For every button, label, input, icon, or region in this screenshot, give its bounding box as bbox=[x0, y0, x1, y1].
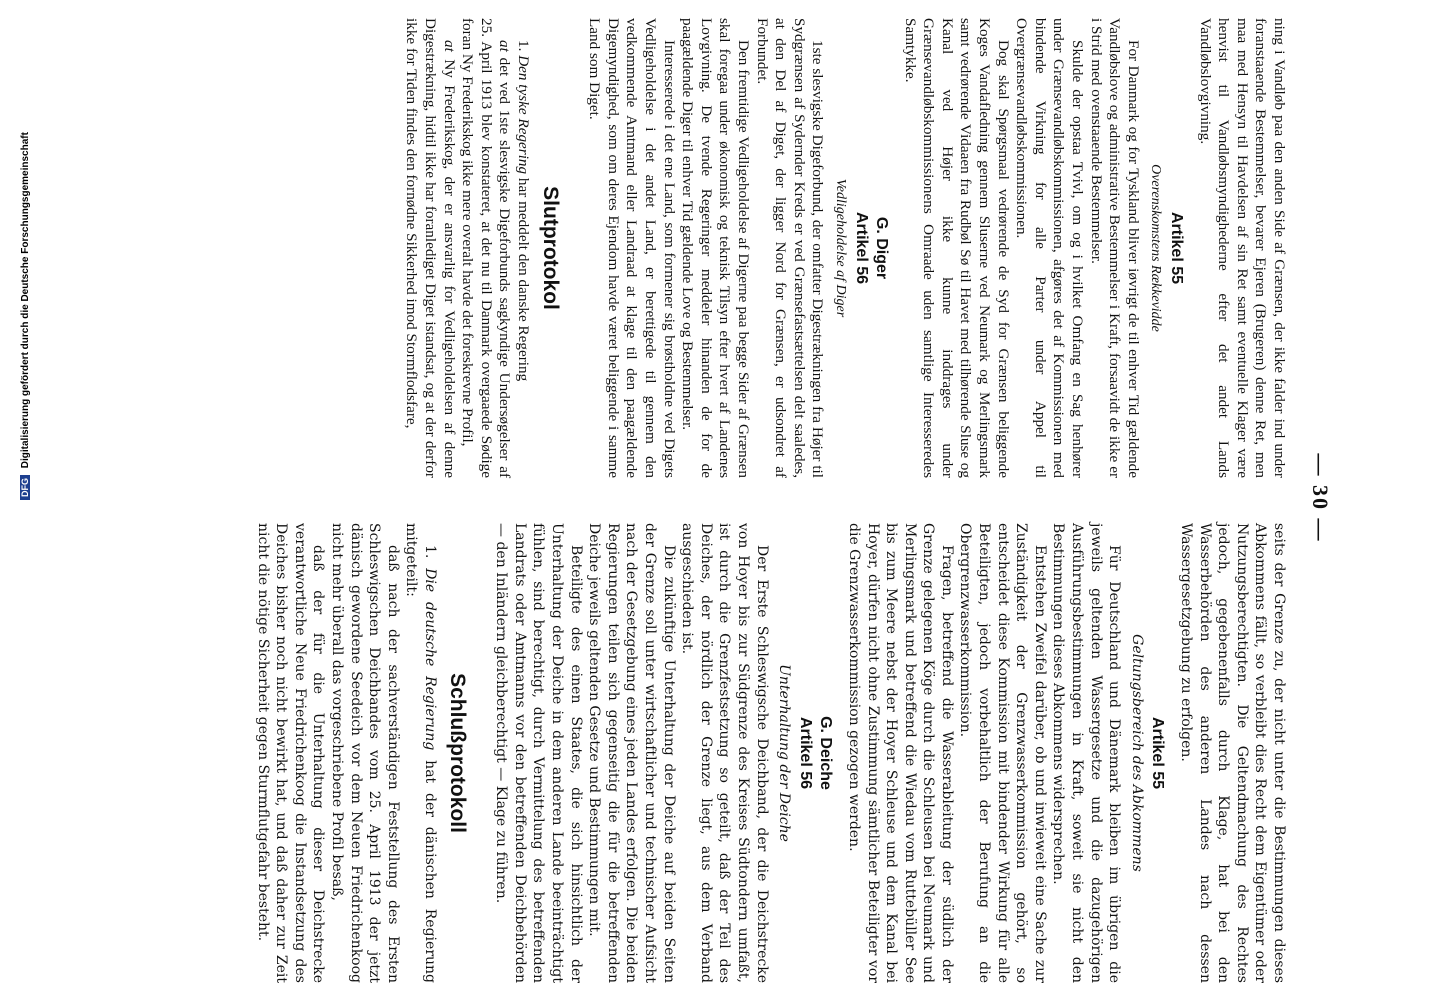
danish-slutprotokol-title: Slutprotokol bbox=[538, 186, 562, 310]
danish-slut-a1-text: det ved 1ste slesvigske Digeforbunds sagkyndige Undersøgelser af 25. April 1913 blev konstateret, at det nu til Danmark overgaaede Sødige foran Ny Frederikskog ikke mere overalt havde det foreskrevne Profil, bbox=[459, 18, 514, 479]
german-art56-p3: Beteiligte des einen Staates, die sich hinsichtlich der Unterhaltung der Deiche in dem anderen Lande beeinträchtigt fühlen, sind berechtigt, durch Vermittelung des betreffenden Landrats oder Amtmanns vor den betreffenden Deichbehörden — den Inländern gleichberechtigt — Klage zu führen. bbox=[493, 523, 584, 983]
german-section-g: G. Deiche bbox=[817, 716, 835, 790]
german-schlussprotokoll-title: Schlußprotokoll bbox=[445, 673, 469, 833]
danish-intro: ning i Vandløb paa den anden Side af Grænsen, der ikke falder ind under foranstaaende Bestemmelser, bevarer Ejeren (Brugeren) denne Ret, men maa med Hensyn til Havdelsen af sin Ret samt eventuelle Klager være henvist til Vandløbsmyndighederne efter det andet Lands Vandløbslovgivning. bbox=[1196, 18, 1288, 478]
german-art56-subtitle: Unterhaltung der Deiche bbox=[776, 664, 793, 842]
footer-credit bbox=[20, 132, 31, 500]
danish-art56-p2: Den fremtidige Vedligeholdelse af Digerne paa begge Sider af Grænsen skal foregaa under økonomisk og teknisk Tilsyn efter hvert af Landenes Lovgivning. De tvende Regeringer meddeler hinanden de for de paagældende Diger til enhver Tid gældende Love og Bestemmelser. bbox=[679, 18, 752, 478]
danish-slut-p1-em: Den tyske Regering bbox=[515, 55, 533, 175]
danish-slut-a2-text: Ny Frederikskog, der er ansvarlig for Vedligeholdelsen af denne Digestrækning, hidtil ikke har foranlediget Diget istandsat, og at der derfor ikke for Tiden findes den fornødne Sikkerhed imod Stormflodsfare, bbox=[403, 18, 458, 478]
german-art56-title: Artikel 56 bbox=[796, 716, 814, 790]
danish-slut-a1-mark: at bbox=[496, 40, 514, 52]
danish-slut-a2 bbox=[402, 18, 458, 478]
danish-art56-p3: Interesserede i det ene Land, som formener sig brøstholdne ved Digets Vedligeholdelse i det andet Land, er berettigede til gennem den vedkommende Amtmand eller Landraad at klage til den paagældende Digemyndighed, som om deres Ejendom havde været beliggende i samme Land som Diget. bbox=[586, 18, 678, 478]
german-art55-p3: Fragen, betreffend die Wasserableitung der südlich der Grenze gelegenen Köge durch die Schleusen bei Neumark und Merlingsmark und betreffend die Wiedau vom Ruttebüller See bis zum Meere nebst der Hoyer Schleuse und dem Kanal bei Hoyer, dürfen nicht ohne Zustimmung sämtlicher Beteiligter vor die Grenzwasserkommission gezogen werden. bbox=[845, 523, 955, 983]
danish-section-g: G. Diger bbox=[873, 216, 891, 280]
danish-art56-subtitle: Vedligeholdelse af Diger bbox=[832, 178, 848, 318]
danish-art55-p2: Skulde der opstaa Tvivl, om og i hvilket Omfang en Sag henhører under Grænsevandløbskommissionen, afgøres det af Kommissionen med bindende Virkning for alle Parter under Appel til Overgrænsevandløbskommissionen. bbox=[1013, 18, 1087, 478]
german-art55-p2: Entstehen Zweifel darüber, ob und inwieweit eine Sache zur Zuständigkeit der Grenzwasserkommission gehört, so entscheidet diese Kommission mit bindender Wirkung für alle Beteiligten, jedoch vorbehaltlich der Berufung an die Obergrenzwasserkommission. bbox=[957, 523, 1048, 983]
footer-text: Digitalisierung gefördert durch die Deutsche Forschungsgemeinschaft bbox=[20, 132, 31, 469]
german-art56-p1: Der Erste Schleswigsche Deichband, der die Deichstrecke von Hoyer bis zur Südgrenze des Kreises Südtondern umfaßt, ist durch die Grenzfestsetzung so geteilt, daß der Teil des Deiches, der nördlich der Grenze liegt, aus dem Verband ausgeschieden ist. bbox=[679, 523, 770, 983]
danish-slut-a1 bbox=[458, 18, 514, 478]
german-slut-a1: daß nach der sachverständigen Feststellung des Ersten Schleswigschen Deichbandes vom 25. April 1913 der jetzt dänisch gewordene Seedeich vor dem Neuen Friedrichenkoog nicht mehr überall das vorgeschriebene Profil besaß, bbox=[329, 523, 401, 983]
german-art55-p1: Für Deutschland und Dänemark bleiben im übrigen die jeweils geltenden Wassergesetze und die dazugehörigen Ausführungsbestimmungen in Kraft, soweit sie nicht den Bestimmungen dieses Abkommens widersprechen. bbox=[1050, 523, 1123, 983]
german-slut-p1-num: 1. bbox=[422, 545, 439, 559]
german-slut-p1 bbox=[402, 523, 439, 983]
danish-column bbox=[402, 18, 1288, 478]
danish-art55-subtitle: Overenskomstens Rækkevidde bbox=[1148, 164, 1164, 332]
danish-slut-p1 bbox=[513, 18, 532, 478]
rotated-page bbox=[93, 18, 1333, 984]
danish-slut-p1-num: 1. bbox=[515, 40, 533, 52]
page-number: — 30 — bbox=[1308, 453, 1333, 543]
danish-art55-p1: For Danmark og for Tyskland bliver iøvrigt de til enhver Tid gældende Vandløbslove og administrative Bestemmelser i Kraft, forsaavidt de ikke er i Strid med ovenstaaende Bestemmelser. bbox=[1087, 18, 1142, 478]
german-art55-title: Artikel 55 bbox=[1149, 716, 1167, 790]
german-art55-subtitle: Geltungsbereich des Abkommens bbox=[1128, 634, 1145, 872]
german-slut-a2: daß der für die Unterhaltung dieser Deichstrecke verantwortliche Neue Friedrichenkoog die Instandsetzung des Deiches bisher noch nicht bewirkt hat, und daß daher zur Zeit nicht die nötige Sicherheit gegen Sturmflutgefahr besteht. bbox=[254, 523, 327, 983]
danish-slut-a2-mark: at bbox=[440, 40, 458, 52]
german-art56-p2: Die zukünftige Unterhaltung der Deiche auf beiden Seiten der Grenze soll unter wirtschaftlicher und technischer Aufsicht nach der Gesetzgebung eines jeden Landes erfolgen. Die beiden Regierungen teilen sich gegenseitig die für die betreffenden Deiche jeweils geltenden Gesetze und Bestimmungen mit. bbox=[586, 523, 677, 983]
german-intro: seits der Grenze zu, der nicht unter die Bestimmungen dieses Abkommens fällt, so verbleibt dies Recht dem Eigentümer oder Nutzungsberechtigten. Die Geltendmachung des Rechtes jedoch, gegebenenfalls durch Klage, hat bei den Wasserbehörden des anderen Landes nach dessen Wassergesetzgebung zu erfolgen. bbox=[1178, 523, 1287, 983]
german-slut-p1-rest: hat der dänischen Regierung mitgeteilt: bbox=[403, 523, 439, 984]
danish-art56-p1: 1ste slesvigske Digeforbund, der omfatter Digestrækningen fra Højer til Sydgrænsen af Sydernder Kreds er ved Grænsefastsættelsen delt saaledes, at den Del af Diget, der ligger Nord for Grænsen, er udsondret af Forbundet. bbox=[753, 18, 827, 478]
danish-art55-p3: Dog skal Spørgsmaal vedrørende de Syd for Grænsen beliggende Koges Vandafledning gennem Sluserne ved Neumark og Merlingsmark samt vedrørende Vidaaen fra Rudbøl Sø til Havet med tilhørende Sluse og Kanal ved Højer ikke kunne inddrages under Grænsevandløbskommissionens Omraade uden samtlige Interesseredes Samtykke. bbox=[901, 18, 1012, 478]
danish-art55-title: Artikel 55 bbox=[1168, 211, 1186, 285]
danish-slut-p1-rest: har meddelt den danske Regering bbox=[515, 177, 533, 382]
danish-art56-title: Artikel 56 bbox=[852, 211, 870, 285]
german-column bbox=[253, 523, 1288, 983]
dfg-logo: DFG bbox=[20, 475, 30, 500]
german-slut-p1-em: Die deutsche Regierung bbox=[422, 568, 439, 751]
